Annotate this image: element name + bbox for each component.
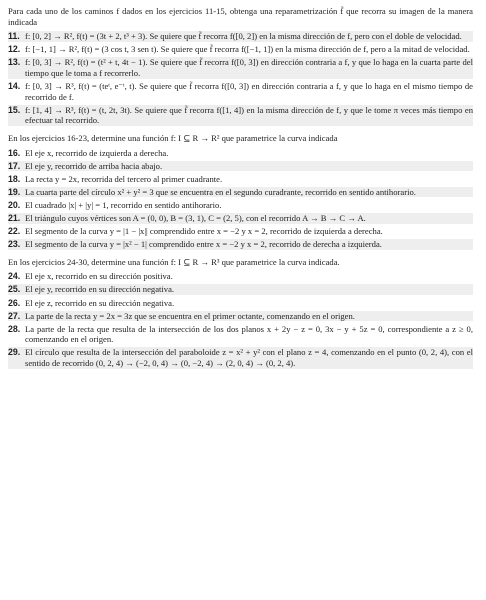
exercise-text: El círculo que resulta de la intersección del paraboloide z = x² + y² con el plano z = 4, comenzando en el punto (0, 2, 4), con el sentido de recorrido (0, 2, 4) → (−2, 0, 4) → (0, −2, 4) → (2, 0, 4) → (0, 2, 4). [25, 347, 473, 369]
exercise-27 [8, 311, 473, 322]
exercise-number: 22. [8, 226, 21, 237]
exercise-number: 20. [8, 199, 21, 210]
exercise-number: 24. [8, 271, 21, 282]
exercise-group-11-15 [8, 31, 473, 126]
exercise-number: 16. [8, 147, 21, 158]
exercise-text: La recta y = 2x, recorrida del tercero al primer cuadrante. [25, 173, 223, 184]
exercise-16 [8, 148, 473, 159]
exercise-text: El eje x, recorrido de izquierda a derecha. [25, 147, 169, 158]
exercise-group-24-30 [8, 271, 473, 368]
exercise-number: 21. [8, 213, 21, 223]
exercise-14 [8, 81, 473, 102]
exercise-28 [8, 324, 473, 345]
exercise-number: 14. [8, 81, 21, 92]
exercise-23 [8, 239, 473, 250]
exercise-text: La cuarta parte del círculo x² + y² = 3 que se encuentra en el segundo curadrante, recorrido en sentido antihorario. [25, 186, 416, 197]
exercise-number: 25. [8, 284, 21, 295]
exercise-text: El segmento de la curva y = |1 − |x|| comprendido entre x = −2 y x = 2, recorrido de izquierda a derecha. [25, 226, 383, 237]
exercise-number: 23. [8, 239, 21, 250]
exercise-number: 26. [8, 297, 21, 308]
exercise-number: 19. [8, 186, 21, 197]
intro-24-30: En los ejercicios 24-30, determine una función f: I ⊆ R → R³ que parametrice la curva indicada. [8, 256, 340, 267]
exercise-number: 28. [8, 323, 21, 334]
intro-11-15: Para cada uno de los caminos f dados en los ejercicios 11-15, obtenga una reparametrización f̃ que recorra su imagen de la manera indicada [8, 6, 473, 27]
exercise-text: El eje y, recorrido de arriba hacia abajo. [25, 160, 163, 171]
exercise-text: El eje y, recorrido en su dirección negativa. [25, 284, 175, 295]
exercise-text: f: [−1, 1] → R², f(t) = (3 cos t, 3 sen t). Se quiere que f̃ recorra f([−1, 1]) en la misma dirección de f, pero a la mitad de velocidad. [25, 44, 470, 55]
exercise-number: 11. [8, 31, 20, 42]
exercise-12 [8, 44, 473, 55]
exercise-text: f: [0, 3] → R², f(t) = (t² + t, 4t − 1). Se quiere que f̃ recorra f([0, 3]) en dirección contraria a f, y que lo haga en la cuarta parte del tiempo que le toma a f recorrerlo. [25, 57, 473, 78]
exercise-21 [8, 213, 473, 224]
exercise-text: El eje x, recorrido en su dirección positiva. [25, 271, 173, 282]
exercise-25 [8, 284, 473, 295]
exercise-number: 18. [8, 173, 21, 184]
exercise-group-16-23 [8, 148, 473, 250]
exercise-19 [8, 187, 473, 198]
exercise-text: El cuadrado |x| + |y| = 1, recorrido en sentido antihorario. [25, 199, 222, 210]
exercise-number: 13. [8, 57, 21, 68]
exercise-text: f: [0, 3] → R³, f(t) = (teᵗ, e⁻ᵗ, t). Se quiere que f̃ recorra f([0, 3]) en dirección contraria a f, y que lo haga en el mismo tiempo de recorrido de f. [25, 81, 473, 102]
exercise-number: 29. [8, 347, 21, 358]
exercise-26 [8, 298, 473, 309]
exercise-text: El triángulo cuyos vértices son A = (0, 0), B = (3, 1), C = (2, 5), con el recorrido A → B → C → A. [25, 213, 366, 223]
exercise-22 [8, 226, 473, 237]
exercise-13 [8, 57, 473, 78]
exercise-17 [8, 161, 473, 172]
exercise-text: f: [0, 2] → R², f(t) = (3t + 2, t³ + 3). Se quiere que f̃ recorra f([0, 2]) en la misma dirección de f, pero con el doble de velocidad. [25, 31, 462, 42]
exercise-text: El segmento de la curva y = |x² − 1| comprendido entre x = −2 y x = 2, recorrido de derecha a izquierda. [25, 239, 382, 250]
exercise-text: La parte de la recta que resulta de la intersección de los dos planos x + 2y − z = 0, 3x − y + 5z = 0, correspondiente a z ≥ 0, comenzando en el origen. [25, 323, 473, 345]
exercise-11 [8, 31, 473, 42]
exercise-29 [8, 347, 473, 368]
exercise-15 [8, 105, 473, 126]
exercise-text: El eje z, recorrido en su dirección negativa. [25, 297, 175, 308]
exercise-18 [8, 174, 473, 185]
exercise-number: 17. [8, 160, 21, 171]
exercise-number: 27. [8, 310, 21, 321]
exercise-number: 12. [8, 44, 21, 55]
intro-16-23: En los ejercicios 16-23, determine una función f: I ⊆ R → R² que parametrice la curva indicada [8, 132, 338, 143]
exercise-number: 15. [8, 104, 21, 115]
exercise-text: La parte de la recta y = 2x = 3z que se encuentra en el primer octante, comenzando en el origen. [25, 310, 355, 321]
exercise-20 [8, 200, 473, 211]
exercise-24 [8, 271, 473, 282]
exercise-text: f: [1, 4] → R³, f(t) = (t, 2t, 3t). Se quiere que f̃ recorra f([1, 4]) en la misma dirección de f, y que le tome π veces más tiempo en efectuar tal recorrido. [25, 104, 473, 126]
